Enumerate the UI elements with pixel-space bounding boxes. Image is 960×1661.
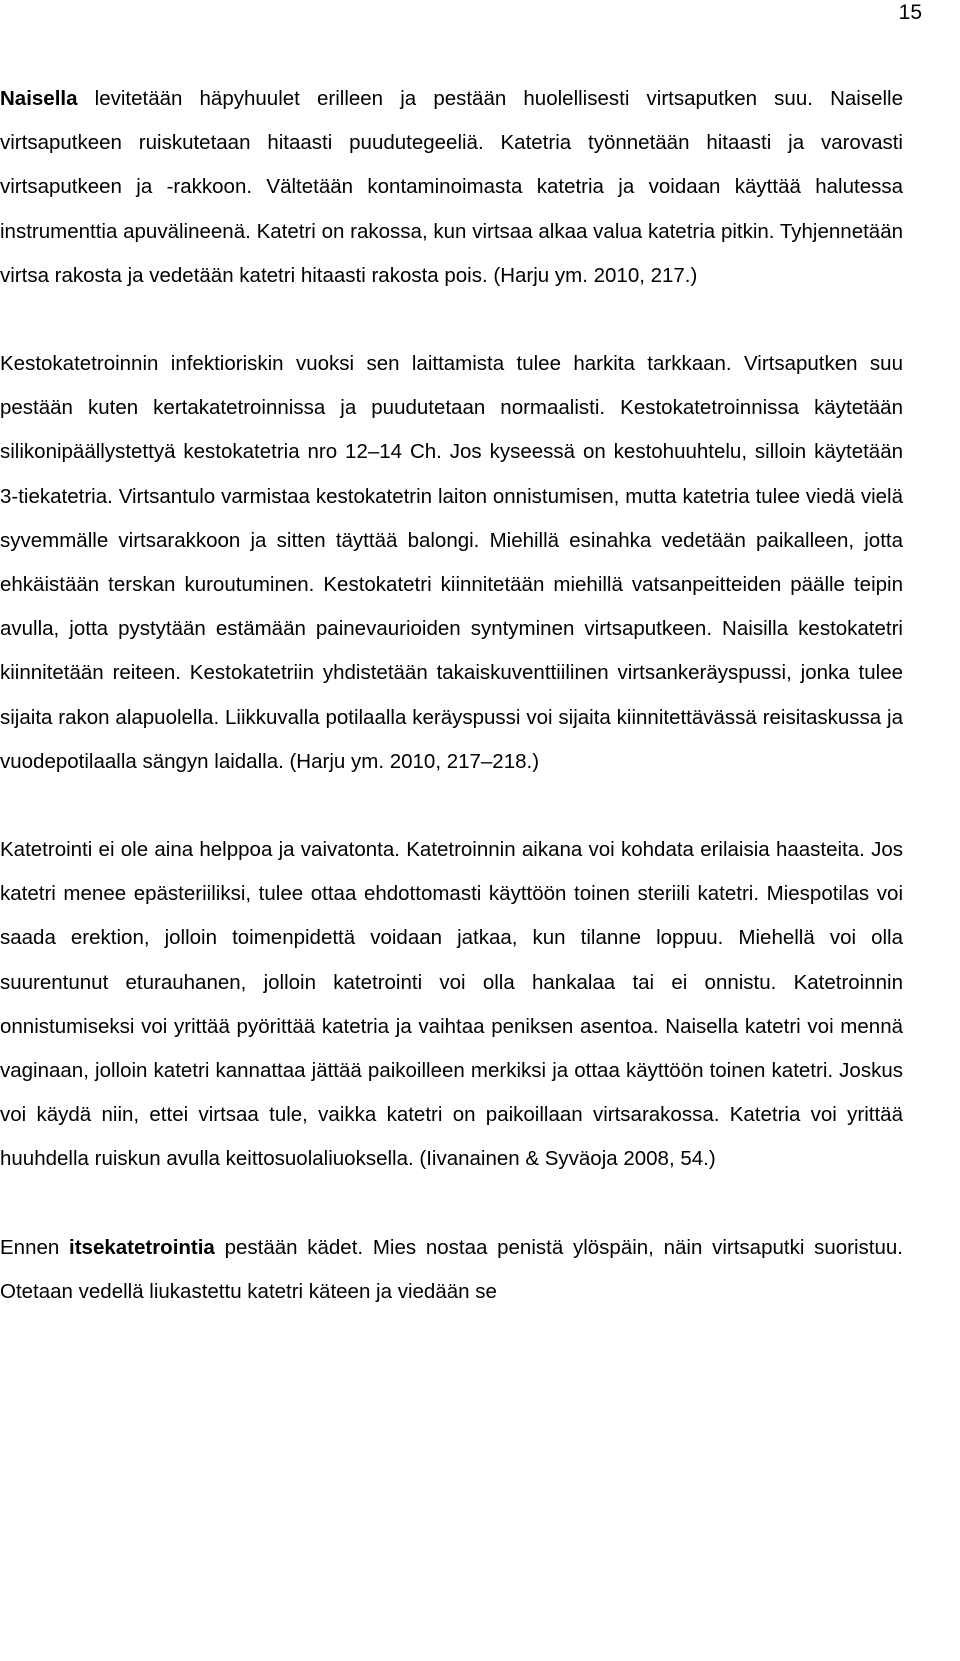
bold-term: Naisella bbox=[0, 87, 78, 110]
paragraph-indwelling-catheter bbox=[0, 342, 903, 784]
paragraph-text: Katetrointi ei ole aina helppoa ja vaivatonta. Katetroinnin aikana voi kohdata erilaisia haasteita. Jos katetri menee epästeriiliksi, tulee ottaa ehdottomasti käyttöön toinen steriili katetri. Miespotilas voi saada erektion, jolloin toimenpidettä voidaan jatkaa, kun tilanne loppuu. Miehellä voi olla suurentunut eturauhanen, jolloin katetrointi voi olla hankalaa tai ei onnistu. Katetroinnin onnistumiseksi voi yrittää pyörittää katetria ja vaihtaa peniksen asentoa. Naisella katetri voi mennä vaginaan, jolloin katetri kannattaa jättää paikoilleen merkiksi ja ottaa käyttöön toinen katetri. Joskus voi käydä niin, ettei virtsaa tule, vaikka katetri on paikoillaan virtsarakossa. Katetria voi yrittää huuhdella ruiskun avulla keittosuolaliuoksella. (Iivanainen & Syväoja 2008, 54.) bbox=[0, 838, 903, 1171]
paragraph-text-post: pestään kädet. Mies nostaa penistä ylöspäin, näin virtsaputki suoristuu. Otetaan vedellä liukastettu katetri käteen ja viedään se bbox=[0, 1235, 903, 1303]
paragraph-female-catheterization bbox=[0, 77, 903, 298]
bold-term: itsekatetrointia bbox=[69, 1235, 215, 1259]
paragraph-self-catheterization bbox=[0, 1226, 903, 1314]
page-number: 15 bbox=[898, 1, 922, 24]
paragraph-text-pre: Ennen bbox=[0, 1235, 70, 1259]
paragraph-catheterization-challenges bbox=[0, 828, 903, 1182]
paragraph-text: levitetään häpyhuulet erilleen ja pestään huolellisesti virtsaputken suu. Naiselle virtsaputkeen ruiskutetaan hitaasti puudutegeeliä. Katetria työnnetään hitaasti ja varovasti virtsaputkeen ja -rakkoon. Vältetään kontaminoimasta katetria ja voidaan käyttää halutessa instrumenttia apuvälineenä. Katetri on rakossa, kun virtsaa alkaa valua katetria pitkin. Tyhjennetään virtsa rakosta ja vedetään katetri hitaasti rakosta pois. (Harju ym. 2010, 217.) bbox=[0, 87, 903, 287]
paragraph-text: Kestokatetroinnin infektioriskin vuoksi sen laittamista tulee harkita tarkkaan. Virtsaputken suu pestään kuten kertakatetroinnissa ja puudutetaan normaalisti. Kestokatetroinnissa käytetään silikonipäällystettyä kestokatetria nro 12–14 Ch. Jos kyseessä on kestohuuhtelu, silloin käytetään 3-tiekatetria. Virtsantulo varmistaa kestokatetrin laiton onnistumisen, mutta katetria tulee viedä vielä syvemmälle virtsarakkoon ja sitten täyttää balongi. Miehillä esinahka vedetään paikalleen, jotta ehkäistään terskan kuroutuminen. Kestokatetri kiinnitetään miehillä vatsanpeitteiden päälle teipin avulla, jotta pystytään estämään painevaurioiden syntyminen virtsaputkeen. Naisilla kestokatetri kiinnitetään reiteen. Kestokatetriin yhdistetään takaiskuventtiilinen virtsankeräyspussi, jonka tulee sijaita rakon alapuolella. Liikkuvalla potilaalla keräyspussi voi sijaita kiinnitettävässä reisitaskussa ja vuodepotilaalla sängyn laidalla. (Harju ym. 2010, 217–218.) bbox=[0, 352, 903, 773]
document-body bbox=[0, 77, 903, 1314]
